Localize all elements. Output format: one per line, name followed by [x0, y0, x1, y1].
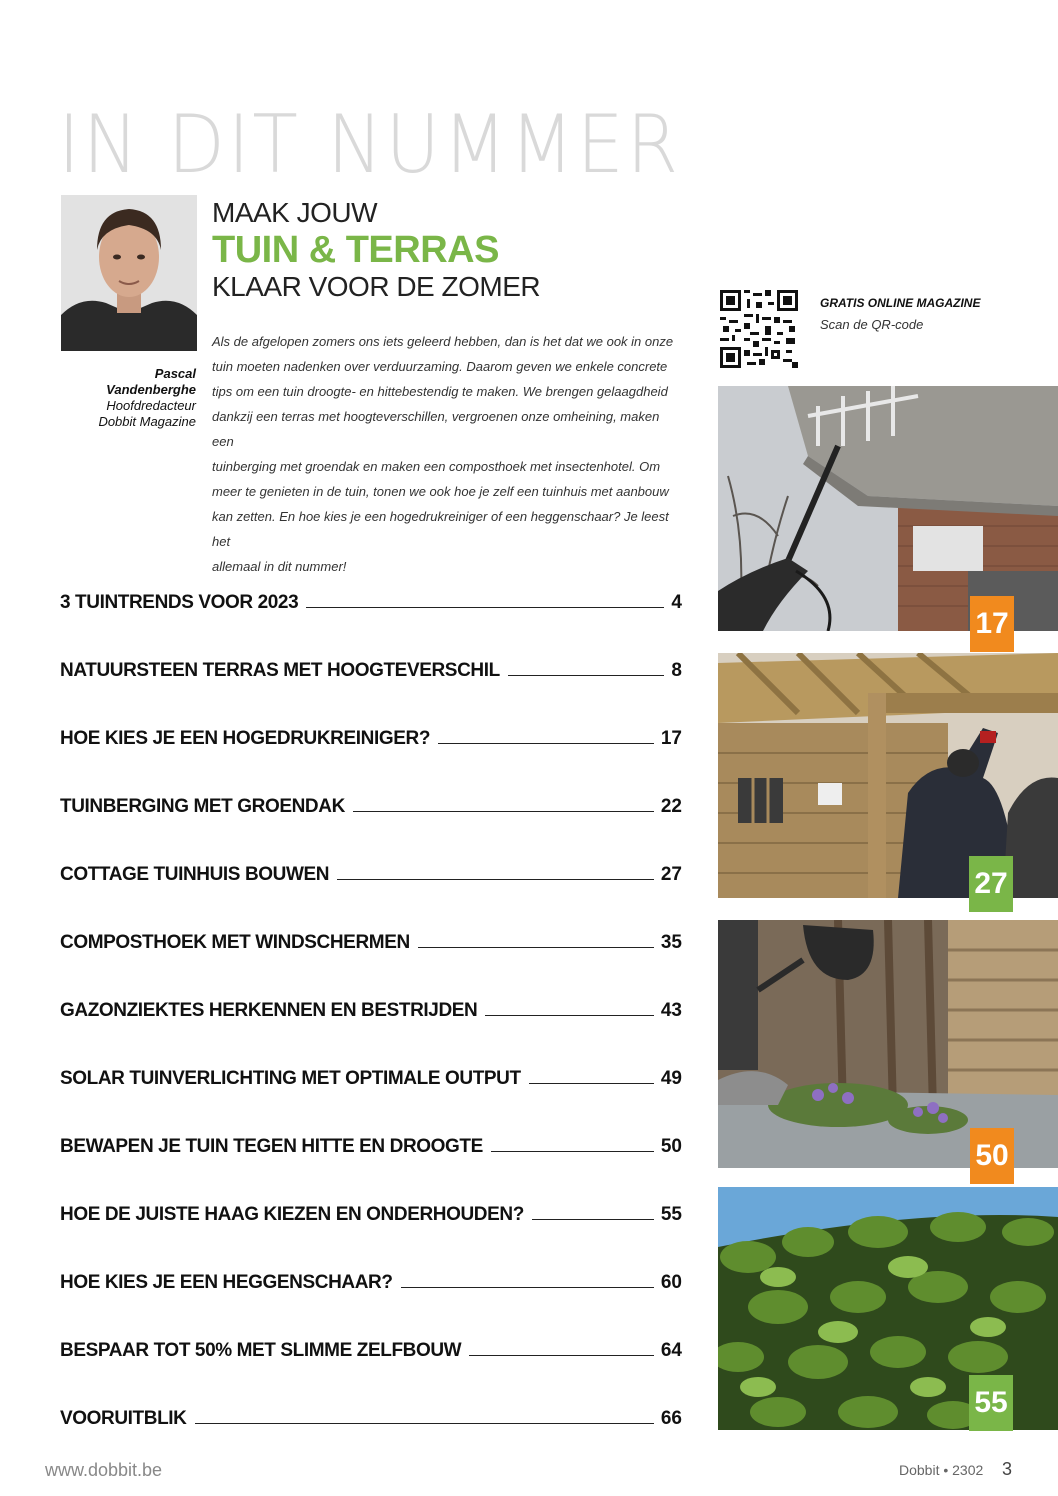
toc-item-title: SOLAR TUINVERLICHTING MET OPTIMALE OUTPUT [60, 1068, 521, 1089]
headline-line-3: KLAAR VOOR DE ZOMER [212, 271, 541, 302]
intro-line: tips om een tuin droogte- en hittebestendig te maken. We brengen gelaagdheid [212, 384, 668, 399]
photo-watering-can [718, 920, 1058, 1172]
toc-item[interactable] [60, 1332, 682, 1362]
toc-item-title: NATUURSTEEN TERRAS MET HOOGTEVERSCHIL [60, 660, 500, 681]
photo-page-badge: 17 [970, 596, 1014, 652]
toc-item-title: GAZONZIEKTES HERKENNEN EN BESTRIJDEN [60, 1000, 478, 1021]
toc-item[interactable] [60, 856, 682, 886]
toc-leader [418, 947, 654, 948]
qr-code[interactable] [720, 290, 798, 368]
toc-item[interactable] [60, 1128, 682, 1158]
author-portrait [61, 195, 197, 351]
toc-item-page: 43 [660, 1000, 682, 1021]
toc-item-page: 60 [660, 1272, 682, 1293]
toc-item-title: VOORUITBLIK [60, 1408, 187, 1429]
intro-line: allemaal in dit nummer! [212, 559, 347, 574]
toc-item-page: 66 [660, 1408, 682, 1429]
toc-item-page: 17 [660, 728, 682, 749]
toc-item-page: 55 [660, 1204, 682, 1225]
toc-leader [532, 1219, 654, 1220]
footer-website-link[interactable]: www.dobbit.be [45, 1460, 163, 1480]
qr-subtitle: Scan de QR-code [820, 317, 924, 332]
toc-item[interactable] [60, 1264, 682, 1294]
toc-item[interactable] [60, 584, 682, 614]
page-number: 3 [1002, 1459, 1013, 1479]
headline [212, 197, 540, 303]
toc-item[interactable] [60, 1400, 682, 1430]
toc-item[interactable] [60, 1060, 682, 1090]
footer-issue: Dobbit • 2302 [899, 1462, 984, 1478]
toc-leader [485, 1015, 653, 1016]
toc-leader [508, 675, 665, 676]
toc-item-title: BESPAAR TOT 50% MET SLIMME ZELFBOUW [60, 1340, 462, 1361]
toc-item[interactable] [60, 924, 682, 954]
author-credit [60, 366, 196, 430]
toc-leader [337, 879, 654, 880]
author-role: Hoofdredacteur [106, 398, 196, 413]
toc-item[interactable] [60, 720, 682, 750]
toc-item-title: HOE DE JUISTE HAAG KIEZEN EN ONDERHOUDEN? [60, 1204, 524, 1225]
toc-leader [353, 811, 654, 812]
toc-item-title: COTTAGE TUINHUIS BOUWEN [60, 864, 330, 885]
toc-item[interactable] [60, 652, 682, 682]
headline-line-2: TUIN & TERRAS [212, 229, 499, 271]
intro-line: tuinberging met groendak en maken een composthoek met insectenhotel. Om [212, 459, 661, 474]
photo-page-badge: 55 [969, 1375, 1013, 1431]
photo-pressure-washer [718, 386, 1058, 640]
toc-item-page: 35 [660, 932, 682, 953]
toc-item-page: 4 [671, 592, 682, 613]
intro-line: Als de afgelopen zomers ons iets geleerd hebben, dan is het dat we ook in onze [212, 334, 674, 349]
page-title: IN DIT NUMMER [58, 98, 682, 191]
toc-item[interactable] [60, 1196, 682, 1226]
intro-line: tuin moeten nadenken over verduurzaming. Daarom geven we enkele concrete [212, 359, 668, 374]
intro-line: meer te genieten in de tuin, tonen we ook hoe je zelf een tuinhuis met aanbouw [212, 484, 669, 499]
toc-leader [469, 1355, 654, 1356]
toc-item[interactable] [60, 788, 682, 818]
toc-item[interactable] [60, 992, 682, 1022]
toc-leader [438, 743, 654, 744]
author-first-name: Pascal [154, 366, 196, 381]
toc-item-title: HOE KIES JE EEN HEGGENSCHAAR? [60, 1272, 393, 1293]
toc-item-page: 8 [671, 660, 682, 681]
toc-item-page: 49 [660, 1068, 682, 1089]
toc-leader [491, 1151, 654, 1152]
toc-leader [401, 1287, 654, 1288]
toc-item-page: 27 [660, 864, 682, 885]
toc-item-page: 22 [660, 796, 682, 817]
photo-page-badge: 50 [970, 1128, 1014, 1184]
qr-title: GRATIS ONLINE MAGAZINE [820, 296, 981, 310]
toc-leader [529, 1083, 654, 1084]
author-org: Dobbit Magazine [98, 414, 196, 429]
author-last-name: Vandenberghe [106, 382, 196, 397]
photo-hedge [718, 1187, 1058, 1430]
toc-item-title: BEWAPEN JE TUIN TEGEN HITTE EN DROOGTE [60, 1136, 483, 1157]
toc-item-title: 3 TUINTRENDS VOOR 2023 [60, 592, 299, 613]
toc-item-page: 64 [660, 1340, 682, 1361]
toc-item-title: HOE KIES JE EEN HOGEDRUKREINIGER? [60, 728, 431, 749]
toc-item-title: TUINBERGING MET GROENDAK [60, 796, 345, 817]
headline-line-1: MAAK JOUW [212, 197, 378, 228]
toc-item-title: COMPOSTHOEK MET WINDSCHERMEN [60, 932, 410, 953]
photo-garden-shed [718, 653, 1058, 898]
toc-leader [195, 1423, 654, 1424]
photo-page-badge: 27 [969, 856, 1013, 912]
toc-leader [306, 607, 664, 608]
toc-item-page: 50 [660, 1136, 682, 1157]
intro-line: kan zetten. En hoe kies je een hogedrukreiniger of een heggenschaar? Je leest het [212, 509, 669, 549]
intro-text [212, 329, 684, 579]
intro-line: dankzij een terras met hoogteverschillen, vergroenen onze omheining, maken een [212, 409, 660, 449]
